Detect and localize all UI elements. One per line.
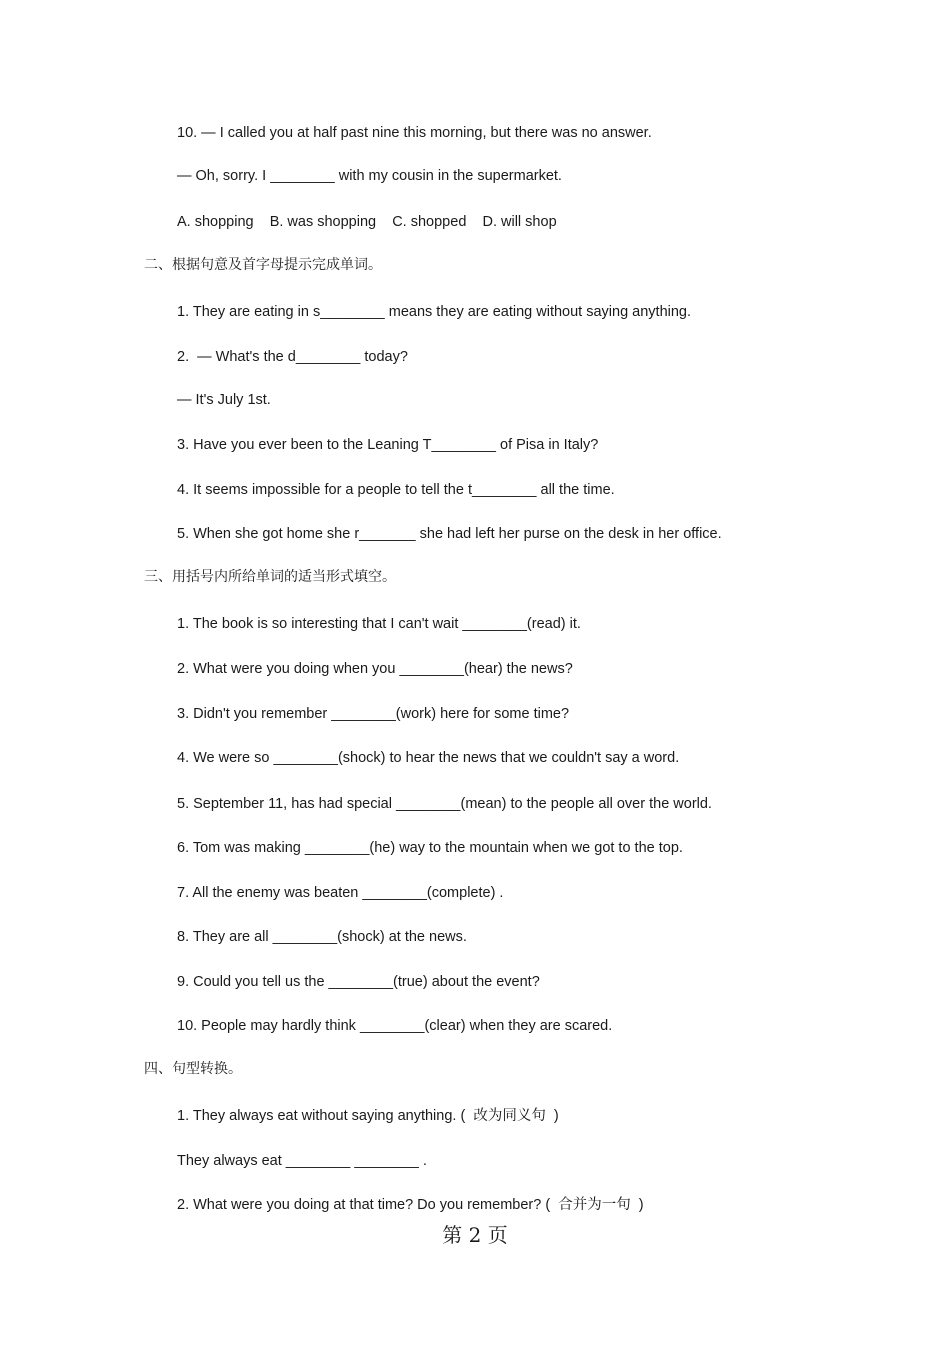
section3-item-6: 6. Tom was making ________(he) way to the mountain when we got to the top. (177, 840, 683, 856)
section4-item-1-answer: They always eat ________ ________ . (177, 1153, 427, 1169)
section2-heading: 二、根据句意及首字母提示完成单词。 (144, 257, 382, 273)
section2-item-1: 1. They are eating in s________ means they are eating without saying anything. (177, 304, 692, 320)
q10-response: — Oh, sorry. I ________ with my cousin in the supermarket. (177, 168, 562, 184)
section4-heading: 四、句型转换。 (144, 1061, 242, 1077)
page-number: 第 2 页 (442, 1223, 508, 1247)
section2-item-3: 3. Have you ever been to the Leaning T________ of Pisa in Italy? (177, 437, 599, 453)
section2-item-5: 5. When she got home she r_______ she had left her purse on the desk in her office. (177, 526, 722, 542)
section3-item-10: 10. People may hardly think ________(clear) when they are scared. (177, 1018, 613, 1034)
section2-item-2-answer: — It's July 1st. (177, 392, 271, 408)
section3-item-1: 1. The book is so interesting that I can't wait ________(read) it. (177, 616, 581, 632)
section3-item-3: 3. Didn't you remember ________(work) here for some time? (177, 706, 570, 722)
section3-item-4: 4. We were so ________(shock) to hear the news that we couldn't say a word. (177, 750, 680, 766)
section3-item-8: 8. They are all ________(shock) at the news. (177, 929, 467, 945)
q10-options: A. shopping B. was shopping C. shopped D. will shop (177, 214, 557, 230)
section3-item-7: 7. All the enemy was beaten ________(complete) . (177, 885, 504, 901)
section2-item-4: 4. It seems impossible for a people to tell the t________ all the time. (177, 482, 615, 498)
q10-question: 10. — I called you at half past nine this morning, but there was no answer. (177, 125, 652, 141)
section3-item-2: 2. What were you doing when you ________(hear) the news? (177, 661, 573, 677)
section3-item-5: 5. September 11, has had special ________(mean) to the people all over the world. (177, 796, 712, 812)
section4-item-2: 2. What were you doing at that time? Do you remember? ( 合并为一句 ) (177, 1197, 644, 1213)
section4-item-1: 1. They always eat without saying anything. ( 改为同义句 ) (177, 1108, 559, 1124)
section3-heading: 三、用括号内所给单词的适当形式填空。 (144, 569, 396, 585)
section2-item-2: 2. — What's the d________ today? (177, 349, 408, 365)
section3-item-9: 9. Could you tell us the ________(true) about the event? (177, 974, 540, 990)
